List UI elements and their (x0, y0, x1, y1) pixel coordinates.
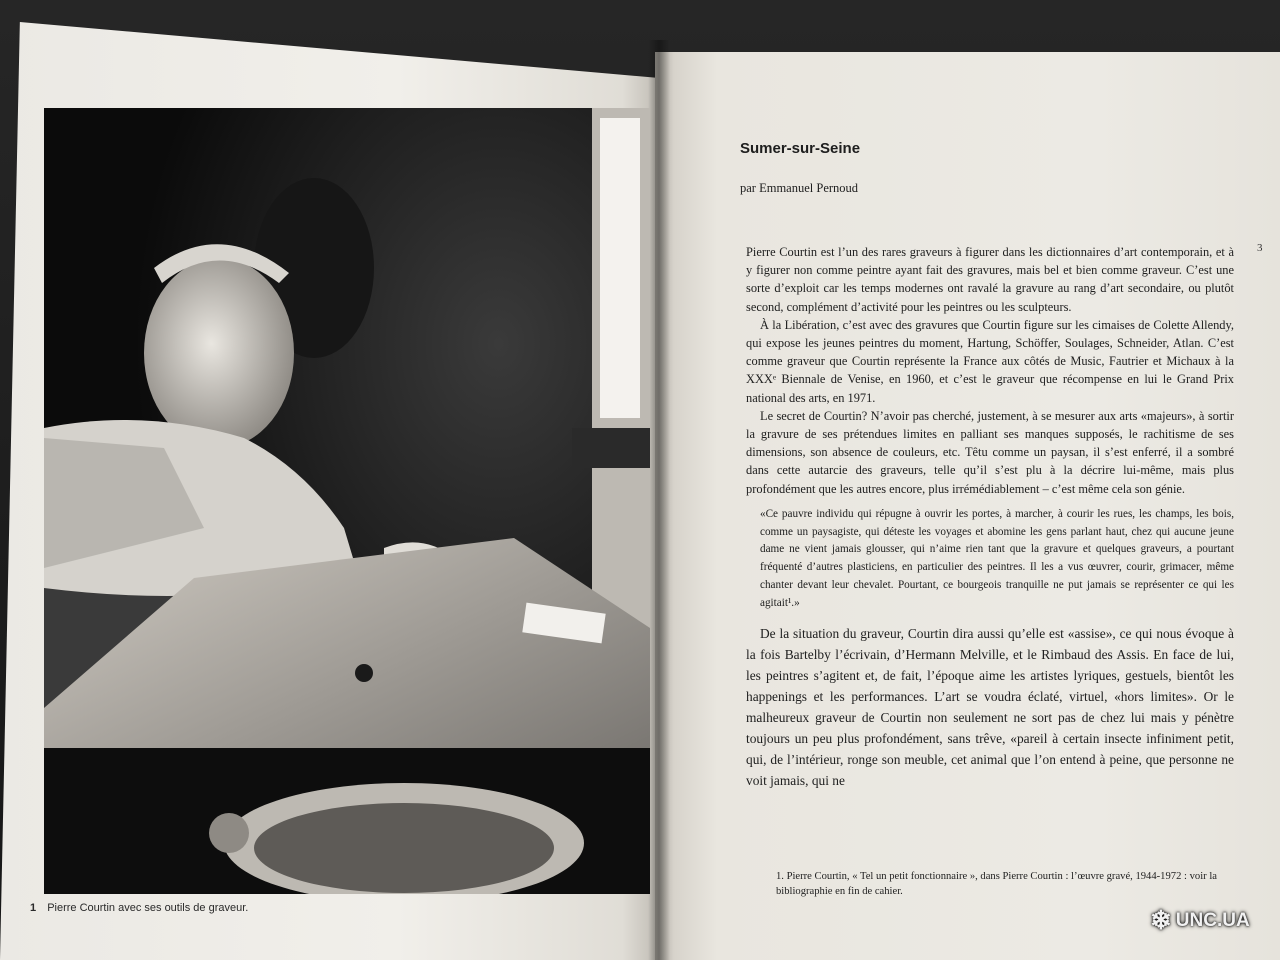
caption-text: Pierre Courtin avec ses outils de graveur. (47, 902, 249, 914)
footnote: 1. Pierre Courtin, « Tel un petit fonctionnaire », dans Pierre Courtin : l’œuvre gravé, 1944-1972 : voir la bibliographie en fin de cahier. (776, 871, 1217, 897)
article-byline: par Emmanuel Pernoud (740, 181, 859, 195)
paragraph-2: À la Libération, c’est avec des gravures que Courtin figure sur les cimaises de Colette Allendy, qui expose les jeunes peintres du moment, Hartung, Schöffer, Soulages, Schneider, Atlan. C’est comme graveur que Courtin représente la France aux côtés de Music, Fautrier et Michaux à la XXXᵉ Biennale de Venise, en 1960, et c’est le graveur que récompense en lui le Grand Prix national des arts, en 1971. (746, 317, 1234, 405)
page-number: 3 (1257, 242, 1263, 254)
article-title: Sumer-sur-Seine (740, 140, 861, 157)
block-quote: «Ce pauvre individu qui répugne à ouvrir les portes, à marcher, à courir les rues, les champs, les bois, comme un paysagiste, qui déteste les voyages et abomine les gens parlant haut, chez qui aucune jeune dame ne vient jamais glousser, qui n’aime rien tant que la gravure et quelques graveurs, a pourtant fréquenté d’autres plasticiens, en particulier des peintres. Il les a vus œuvrer, courir, grimacer, même chanter devant leur chevalet. Pourtant, ce bourgeois tranquille ne put jamais se représenter ce qui les agitait¹.» (760, 507, 1234, 609)
article-body (746, 243, 1234, 791)
paragraph-3: Le secret de Courtin? N’avoir pas cherché, justement, à se mesurer aux arts «majeurs», à sortir la gravure de ses prétendues limites en palliant ses manques supposés, le rachitisme de ses dimensions, son absence de couleurs, etc. Têtu comme un paysan, il s’est enferré, il a sombré dans cette autarcie des graveurs, telle qu’il s’est plu à la décrire lui-même, mais plus profondément que les autres encore, plus irrémédiablement – c’est même cela son génie. (746, 408, 1234, 496)
watermark-text: UNC.UA (1175, 909, 1250, 931)
snowflake-icon: ❄ (1150, 905, 1172, 935)
caption-number: 1 (30, 902, 37, 914)
face (144, 258, 294, 448)
article-header (740, 140, 1240, 196)
photo-caption (30, 902, 630, 914)
watermark (1150, 905, 1250, 936)
paragraph-1: Pierre Courtin est l’un des rares graveurs à figurer dans les dictionnaires d’art contemporain, et à y figurer non comme peintre ayant fait des gravures, mais bel et bien comme graveur. C’est une sorte d’exploit car les temps modernes ont ravalé la gravure au rang d’art secondaire, ou plutôt second, complément d’activité pour les peintres ou les sculpteurs. (746, 245, 1234, 314)
book-gutter (648, 40, 670, 960)
portrait-photo (44, 108, 650, 894)
paragraph-4: De la situation du graveur, Courtin dira aussi qu’elle est «assise», ce qui nous évoque à la fois Bartelby l’écrivain, d’Hermann Melville, et le Rimbaud des Assis. En face de lui, les peintres s’agitent et, de fait, l’époque aime les artistes lyriques, gestuels, bientôt les happenings et les performances. L’art se voudra éclaté, virtuel, «hors limites». Or le malheureux graveur de Courtin non seulement ne sort pas de chez lui mais y pénètre toujours un peu plus profondément, sans trêve, «pareil à certain insecte infiniment petit, qui, de l’intérieur, ronge son meuble, cet animal que l’on entend à peine, que personne ne voit jamais, qui ne (746, 625, 1234, 788)
